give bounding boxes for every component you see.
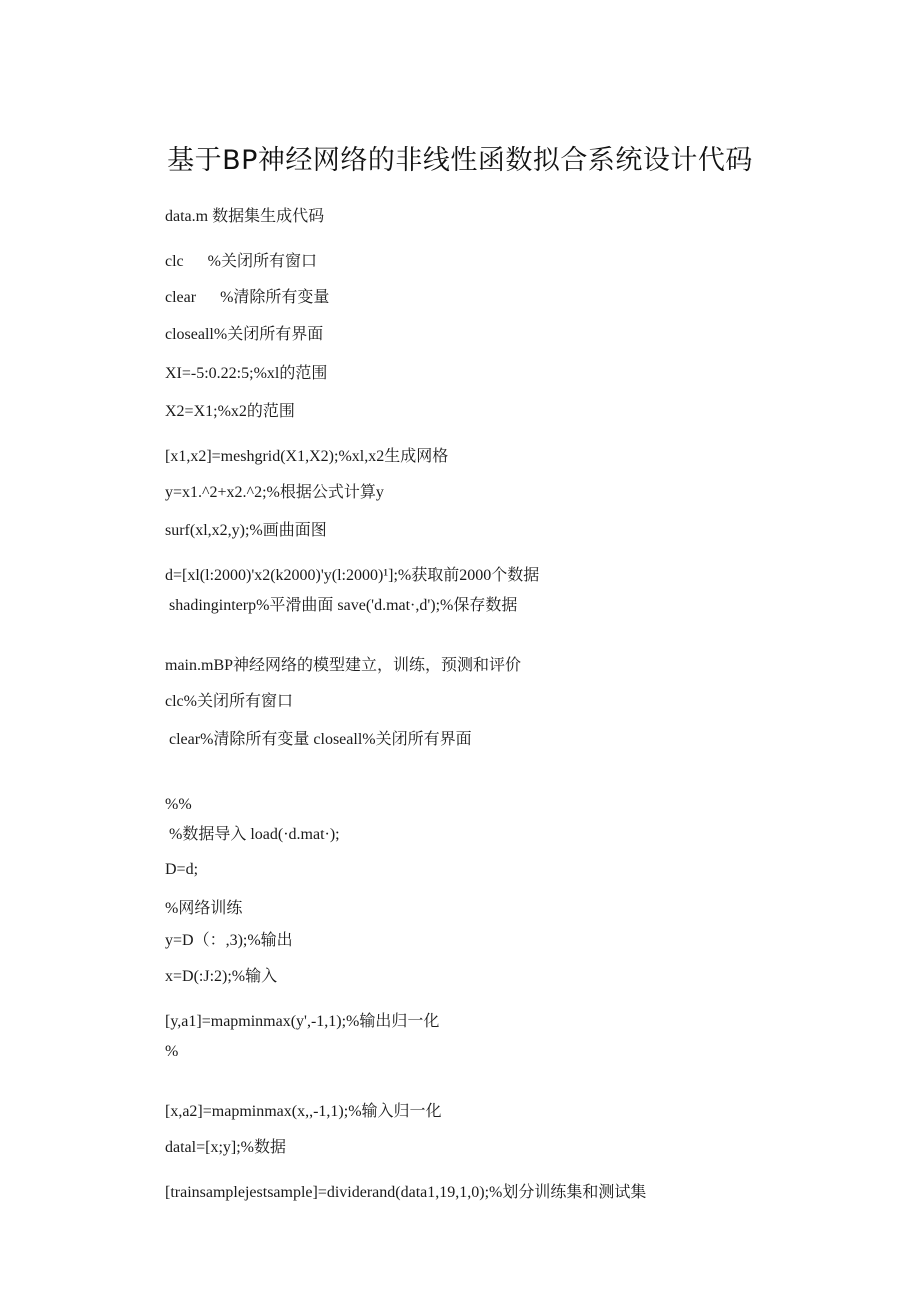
code-line: clc %关闭所有窗口 [165,253,317,270]
code-line: closeall%关闭所有界面 [165,326,324,343]
code-line: clc%关闭所有窗口 [165,693,293,710]
document-title: 基于BP神经网络的非线性函数拟合系统设计代码 [167,145,753,176]
code-line: data.m 数据集生成代码 [165,208,325,225]
code-line: %数据导入 load(·d.mat·); [165,826,340,843]
code-line: [trainsamplejestsample]=dividerand(data1,19,1,0);%划分训练集和测试集 [165,1184,647,1201]
code-line: x=D(:J:2);%输入 [165,968,278,985]
code-line: clear%清除所有变量 closeall%关闭所有界面 [165,731,472,748]
code-line: [x1,x2]=meshgrid(X1,X2);%xl,x2生成网格 [165,448,449,465]
code-line: d=[xl(l:2000)'x2(k2000)'y(l:2000)¹];%获取前2000个数据 [165,567,540,584]
code-line: y=x1.^2+x2.^2;%根据公式计算y [165,484,384,501]
code-line: XI=-5:0.22:5;%xl的范围 [165,365,328,382]
code-line: datal=[x;y];%数据 [165,1139,286,1156]
code-line: main.mBP神经网络的模型建立，训练，预测和评价 [165,657,522,674]
code-line: clear %清除所有变量 [165,289,330,306]
code-line: shadinginterp%平滑曲面 save('d.mat·,d');%保存数据 [165,597,518,614]
code-line: % [165,1043,179,1060]
code-line: surf(xl,x2,y);%画曲面图 [165,522,327,539]
code-line: D=d; [165,861,199,878]
code-line: [y,a1]=mapminmax(y',-1,1);%输出归一化 [165,1013,440,1030]
code-line: [x,a2]=mapminmax(x,,-1,1);%输入归一化 [165,1103,442,1120]
code-line: %% [165,796,192,813]
code-line: X2=X1;%x2的范围 [165,403,295,420]
code-line: %网络训练 [165,900,243,917]
code-line: y=D（：,3);%输出 [165,932,293,949]
